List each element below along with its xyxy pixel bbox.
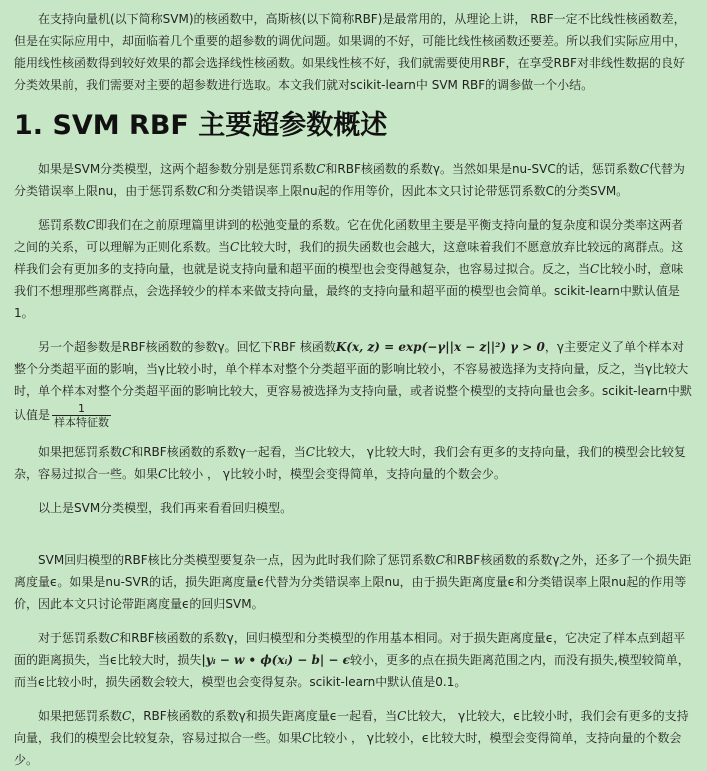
- paragraph-transition: 以上是SVM分类模型，我们再来看看回归模型。: [38, 501, 293, 515]
- paragraph-regression-combined: 如果把惩罚系数C，RBF核函数的系数γ和损失距离度量ϵ一起看，当C比较大， γ比较大，ϵ比较小时，我们会有更多的支持向量，我们的模型会比较复杂，容易过拟合一些。如果C比较小 ， γ比较小，ϵ比较大时，模型会变得简单，支持向量的个数会少。: [14, 709, 689, 767]
- section-heading: 1. SVM RBF 主要超参数概述: [14, 110, 388, 141]
- fraction-denominator: 样本特征数: [54, 416, 110, 429]
- rbf-kernel-formula: K(x, z) = exp(−γ||x − z||²) γ > 0: [335, 340, 545, 354]
- spacer: [14, 531, 693, 549]
- intro-paragraph: 在支持向量机(以下简称SVM)的核函数中，高斯核(以下简称RBF)是最常用的，从理论上讲， RBF一定不比线性核函数差，但是在实际应用中，却面临着几个重要的超参数的调优问题。如果调的不好，可能比线性核函数还要差。所以我们实际应用中，能用线性核函数得到较好效果的都会选择线性核函数。如果线性核不好，我们就需要使用RBF，在享受RBF对非线性数据的良好分类效果前，我们需要对主要的超参数进行选取。本文我们就对scikit-learn中 SVM RBF的调参做一个小结。: [14, 12, 687, 92]
- math-symbol-c: C: [230, 240, 240, 254]
- math-symbol-c: C: [302, 731, 312, 745]
- paragraph-epsilon: 对于惩罚系数C和RBF核函数的系数γ，回归模型和分类模型的作用基本相同。对于损失距离度量ϵ，它决定了样本点到超平面的距离损失，当ϵ比较大时，损失|yᵢ − w • ϕ(xᵢ) − b| − ϵ较小，更多的点在损失距离范围之内，而没有损失,模型较简单，而当ϵ比较小时，损失函数会较大，模型也会变得复杂。scikit-learn中默认值是0.1。: [14, 631, 690, 689]
- paragraph-regression-intro: SVM回归模型的RBF核比分类模型要复杂一点，因为此时我们除了惩罚系数C和RBF核函数的系数γ之外，还多了一个损失距离度量ϵ。如果是nu-SVR的话，损失距离度量ϵ代替为分类错误率上限nu，由于损失距离度量ϵ和分类错误率上限nu起的作用等价，因此本文只讨论带距离度量ϵ的回归SVM。: [14, 553, 692, 611]
- gamma-default-fraction: [52, 402, 111, 429]
- paragraph-gamma: 另一个超参数是RBF核函数的参数γ。回忆下RBF 核函数K(x, z) = exp(−γ||x − z||²) γ > 0，γ主要定义了单个样本对整个分类超平面的影响，当γ比较小时，单个样本对整个分类超平面的影响比较小，不容易被选择为支持向量，反之，当γ比较大时，单个样本对整个分类超平面的影响比较大，更容易被选择为支持向量，或者说整个模型的支持向量也会多。scikit-learn中默认值是 $\frac{1}{\text{样本特征数}}$: [14, 340, 692, 429]
- math-symbol-c: C: [590, 262, 600, 276]
- fraction-numerator: 1: [52, 402, 111, 416]
- loss-formula: |yᵢ − w • ϕ(xᵢ) − b| − ϵ: [201, 653, 350, 667]
- math-symbol-c: C: [86, 218, 96, 232]
- math-symbol-c: C: [397, 709, 407, 723]
- math-symbol-c: C: [122, 445, 132, 459]
- paragraph-c-gamma-combined: 如果把惩罚系数C和RBF核函数的系数γ一起看，当C比较大， γ比较大时，我们会有更多的支持向量，我们的模型会比较复杂，容易过拟合一些。如果C比较小 ， γ比较小时，模型会变得简单，支持向量的个数会少。: [14, 445, 686, 481]
- paragraph-classification-params: 如果是SVM分类模型，这两个超参数分别是惩罚系数C和RBF核函数的系数γ。当然如果是nu-SVC的话，惩罚系数C代替为分类错误率上限nu，由于惩罚系数C和分类错误率上限nu起的作用等价，因此本文只讨论带惩罚系数C的分类SVM。: [14, 162, 685, 198]
- math-symbol-c: C: [639, 162, 649, 176]
- math-symbol-c: C: [158, 467, 168, 481]
- math-symbol-c: C: [305, 445, 315, 459]
- paragraph-penalty-c: 惩罚系数C即我们在之前原理篇里讲到的松弛变量的系数。它在优化函数里主要是平衡支持向量的复杂度和误分类率这两者之间的关系，可以理解为正则化系数。当C比较大时，我们的损失函数也会越大，这意味着我们不愿意放弃比较远的离群点。这样我们会有更加多的支持向量，也就是说支持向量和超平面的模型也会变得越复杂，也容易过拟合。反之，当C比较小时，意味我们不想理那些离群点，会选择较少的样本来做支持向量，最终的支持向量和超平面的模型也会简单。scikit-learn中默认值是1。: [14, 218, 684, 320]
- math-symbol-c: C: [197, 184, 207, 198]
- math-symbol-c: C: [110, 631, 120, 645]
- math-symbol-c: C: [122, 709, 132, 723]
- math-symbol-c: C: [316, 162, 326, 176]
- math-symbol-c: C: [435, 553, 445, 567]
